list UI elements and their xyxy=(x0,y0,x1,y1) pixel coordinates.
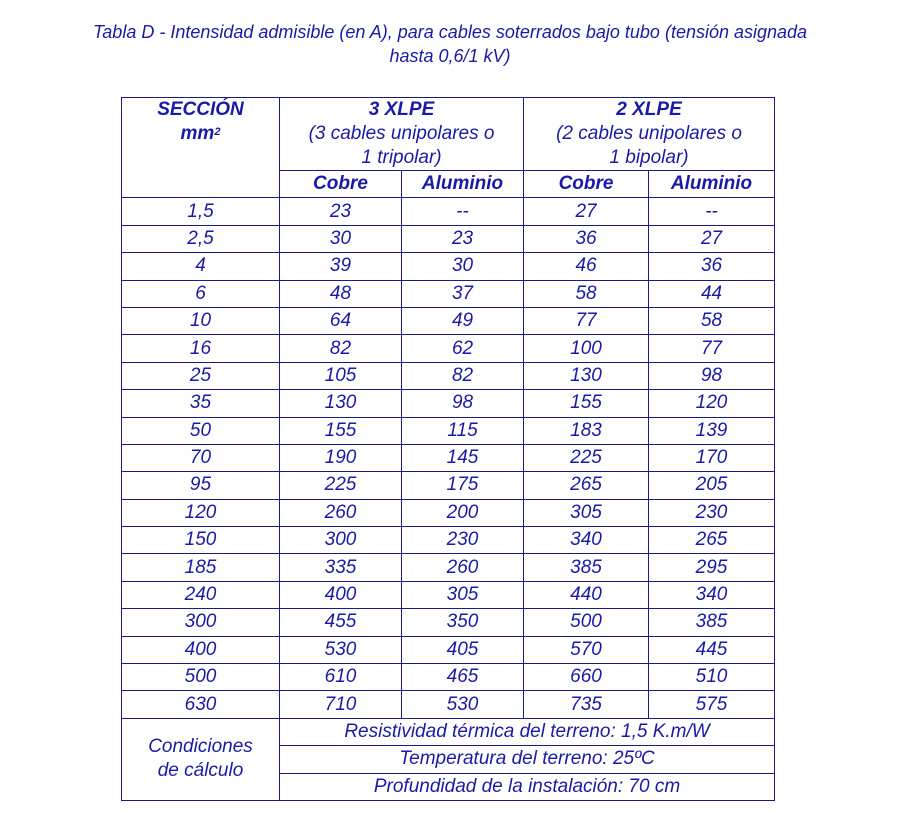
cell-aluminio-3xlpe: 62 xyxy=(402,335,524,362)
cell-seccion: 240 xyxy=(122,581,280,608)
cell-aluminio-3xlpe: 49 xyxy=(402,307,524,334)
cell-cobre-3xlpe: 30 xyxy=(280,225,402,252)
cell-cobre-3xlpe: 82 xyxy=(280,335,402,362)
cell-seccion: 50 xyxy=(122,417,280,444)
header-group-3xlpe xyxy=(280,98,524,171)
table-row xyxy=(122,581,775,608)
header-cobre-3xlpe: Cobre xyxy=(280,171,402,198)
cell-seccion: 10 xyxy=(122,307,280,334)
cell-aluminio-3xlpe: 175 xyxy=(402,472,524,499)
cell-aluminio-3xlpe: 350 xyxy=(402,609,524,636)
table-row xyxy=(122,609,775,636)
cell-cobre-2xlpe: 385 xyxy=(524,554,649,581)
cell-cobre-3xlpe: 610 xyxy=(280,664,402,691)
table-row xyxy=(122,198,775,225)
header-seccion-unit: mm xyxy=(180,123,215,144)
cell-seccion: 120 xyxy=(122,499,280,526)
cell-aluminio-2xlpe: 77 xyxy=(649,335,775,362)
cell-aluminio-3xlpe: 405 xyxy=(402,636,524,663)
cell-cobre-3xlpe: 105 xyxy=(280,362,402,389)
ampacity-table xyxy=(121,97,775,801)
table-row xyxy=(122,554,775,581)
cell-cobre-2xlpe: 36 xyxy=(524,225,649,252)
cell-aluminio-3xlpe: 30 xyxy=(402,253,524,280)
cell-cobre-3xlpe: 48 xyxy=(280,280,402,307)
cell-aluminio-2xlpe: 265 xyxy=(649,527,775,554)
table-row xyxy=(122,390,775,417)
cell-cobre-3xlpe: 130 xyxy=(280,390,402,417)
cell-aluminio-2xlpe: 170 xyxy=(649,444,775,471)
cell-cobre-2xlpe: 155 xyxy=(524,390,649,417)
cell-seccion: 6 xyxy=(122,280,280,307)
caption-line-2: hasta 0,6/1 kV) xyxy=(389,46,511,66)
table-row xyxy=(122,636,775,663)
cell-aluminio-2xlpe: 445 xyxy=(649,636,775,663)
cell-cobre-2xlpe: 130 xyxy=(524,362,649,389)
header-seccion-sup: 2 xyxy=(214,126,221,138)
table-row xyxy=(122,472,775,499)
conditions-label xyxy=(122,718,280,800)
cell-aluminio-2xlpe: 58 xyxy=(649,307,775,334)
header-row-groups xyxy=(122,98,775,171)
cell-seccion: 630 xyxy=(122,691,280,718)
table-row xyxy=(122,527,775,554)
cell-aluminio-3xlpe: 200 xyxy=(402,499,524,526)
cell-cobre-2xlpe: 570 xyxy=(524,636,649,663)
cell-seccion: 2,5 xyxy=(122,225,280,252)
cell-cobre-3xlpe: 400 xyxy=(280,581,402,608)
cell-seccion: 95 xyxy=(122,472,280,499)
cell-aluminio-2xlpe: 98 xyxy=(649,362,775,389)
cell-cobre-3xlpe: 260 xyxy=(280,499,402,526)
cell-aluminio-2xlpe: 205 xyxy=(649,472,775,499)
cell-cobre-3xlpe: 710 xyxy=(280,691,402,718)
group-3xlpe-sub-2: 1 tripolar) xyxy=(361,147,442,168)
cell-cobre-3xlpe: 225 xyxy=(280,472,402,499)
table-row xyxy=(122,691,775,718)
condition-value: Temperatura del terreno: 25ºC xyxy=(280,746,775,773)
table-row xyxy=(122,444,775,471)
cell-seccion: 16 xyxy=(122,335,280,362)
cell-seccion: 25 xyxy=(122,362,280,389)
cell-aluminio-3xlpe: 230 xyxy=(402,527,524,554)
cell-aluminio-3xlpe: 115 xyxy=(402,417,524,444)
cell-cobre-3xlpe: 530 xyxy=(280,636,402,663)
cell-aluminio-3xlpe: 37 xyxy=(402,280,524,307)
group-3xlpe-sub-1: (3 cables unipolares o xyxy=(308,123,495,144)
cell-aluminio-2xlpe: 120 xyxy=(649,390,775,417)
table-row xyxy=(122,417,775,444)
cell-cobre-3xlpe: 300 xyxy=(280,527,402,554)
cell-cobre-2xlpe: 58 xyxy=(524,280,649,307)
cell-aluminio-2xlpe: 575 xyxy=(649,691,775,718)
condition-value: Profundidad de la instalación: 70 cm xyxy=(280,773,775,800)
header-aluminio-2xlpe: Aluminio xyxy=(649,171,775,198)
cell-aluminio-2xlpe: 36 xyxy=(649,253,775,280)
cell-aluminio-2xlpe: 340 xyxy=(649,581,775,608)
header-group-2xlpe xyxy=(524,98,775,171)
cell-seccion: 300 xyxy=(122,609,280,636)
cell-aluminio-2xlpe: 295 xyxy=(649,554,775,581)
cell-cobre-3xlpe: 190 xyxy=(280,444,402,471)
group-2xlpe-sub-2: 1 bipolar) xyxy=(609,147,689,168)
cell-seccion: 185 xyxy=(122,554,280,581)
cell-seccion: 150 xyxy=(122,527,280,554)
cell-cobre-2xlpe: 265 xyxy=(524,472,649,499)
table-row xyxy=(122,362,775,389)
cell-aluminio-2xlpe: 510 xyxy=(649,664,775,691)
caption-line-1: Tabla D - Intensidad admisible (en A), para cables soterrados bajo tubo (tensión asignada xyxy=(92,22,808,42)
cell-aluminio-2xlpe: 139 xyxy=(649,417,775,444)
table-row xyxy=(122,335,775,362)
conditions-label-line-2: de cálculo xyxy=(157,760,244,782)
cell-aluminio-3xlpe: 98 xyxy=(402,390,524,417)
cell-aluminio-2xlpe: 230 xyxy=(649,499,775,526)
cell-aluminio-3xlpe: 530 xyxy=(402,691,524,718)
condition-value: Resistividad térmica del terreno: 1,5 K.m/W xyxy=(280,718,775,745)
conditions-label-line-1: Condiciones xyxy=(148,736,253,758)
header-aluminio-3xlpe: Aluminio xyxy=(402,171,524,198)
cell-cobre-2xlpe: 46 xyxy=(524,253,649,280)
cell-cobre-2xlpe: 305 xyxy=(524,499,649,526)
table-row xyxy=(122,280,775,307)
header-seccion-label: SECCIÓN xyxy=(157,99,244,120)
cell-aluminio-2xlpe: 385 xyxy=(649,609,775,636)
table-row xyxy=(122,253,775,280)
cell-aluminio-3xlpe: 465 xyxy=(402,664,524,691)
table-row xyxy=(122,499,775,526)
cell-cobre-2xlpe: 100 xyxy=(524,335,649,362)
cell-seccion: 70 xyxy=(122,444,280,471)
table-row xyxy=(122,225,775,252)
cell-seccion: 400 xyxy=(122,636,280,663)
cell-cobre-3xlpe: 335 xyxy=(280,554,402,581)
cell-cobre-2xlpe: 183 xyxy=(524,417,649,444)
cell-cobre-2xlpe: 660 xyxy=(524,664,649,691)
table-row xyxy=(122,664,775,691)
header-cobre-2xlpe: Cobre xyxy=(524,171,649,198)
header-seccion xyxy=(122,98,280,198)
cell-cobre-2xlpe: 225 xyxy=(524,444,649,471)
cell-cobre-3xlpe: 39 xyxy=(280,253,402,280)
cell-cobre-2xlpe: 500 xyxy=(524,609,649,636)
cell-aluminio-2xlpe: -- xyxy=(649,198,775,225)
cell-cobre-2xlpe: 77 xyxy=(524,307,649,334)
cell-cobre-2xlpe: 735 xyxy=(524,691,649,718)
table-caption xyxy=(0,20,900,68)
cell-aluminio-3xlpe: 305 xyxy=(402,581,524,608)
cell-aluminio-3xlpe: -- xyxy=(402,198,524,225)
cell-seccion: 500 xyxy=(122,664,280,691)
cell-aluminio-3xlpe: 260 xyxy=(402,554,524,581)
cell-aluminio-2xlpe: 27 xyxy=(649,225,775,252)
cell-seccion: 4 xyxy=(122,253,280,280)
cell-aluminio-3xlpe: 145 xyxy=(402,444,524,471)
cell-cobre-3xlpe: 64 xyxy=(280,307,402,334)
cell-cobre-3xlpe: 455 xyxy=(280,609,402,636)
cell-cobre-2xlpe: 340 xyxy=(524,527,649,554)
group-3xlpe-title: 3 XLPE xyxy=(368,99,435,120)
group-2xlpe-title: 2 XLPE xyxy=(616,99,682,120)
cell-cobre-3xlpe: 23 xyxy=(280,198,402,225)
condition-row xyxy=(122,718,775,745)
cell-cobre-2xlpe: 27 xyxy=(524,198,649,225)
table-row xyxy=(122,307,775,334)
cell-cobre-3xlpe: 155 xyxy=(280,417,402,444)
cell-aluminio-3xlpe: 23 xyxy=(402,225,524,252)
cell-aluminio-3xlpe: 82 xyxy=(402,362,524,389)
group-2xlpe-sub-1: (2 cables unipolares o xyxy=(556,123,742,144)
cell-seccion: 1,5 xyxy=(122,198,280,225)
cell-aluminio-2xlpe: 44 xyxy=(649,280,775,307)
cell-seccion: 35 xyxy=(122,390,280,417)
cell-cobre-2xlpe: 440 xyxy=(524,581,649,608)
